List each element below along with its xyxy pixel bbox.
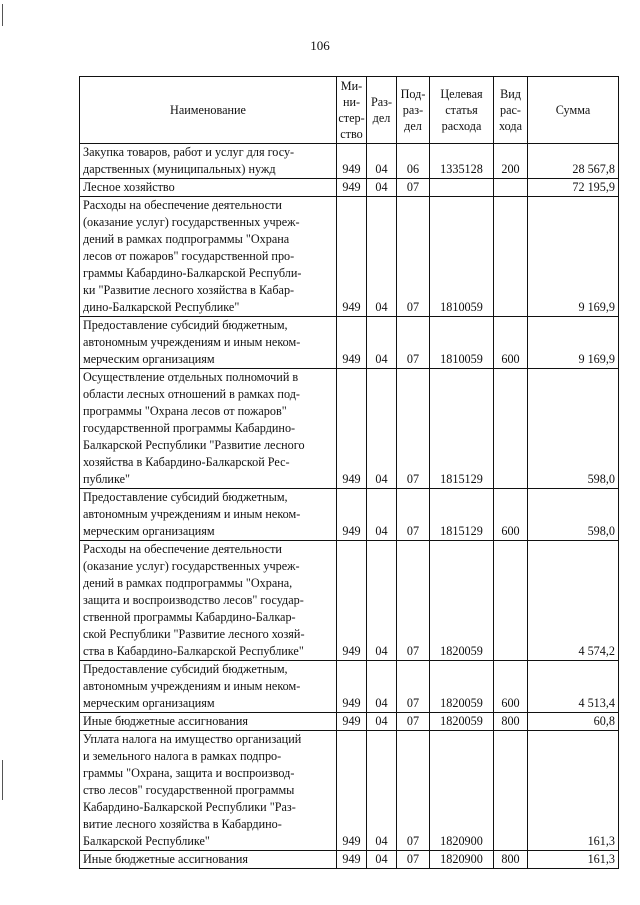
- cell-name: Иные бюджетные ассигнования: [80, 851, 337, 869]
- cell-expense-type: 600: [494, 661, 528, 713]
- cell-expense-type: 800: [494, 713, 528, 731]
- cell-target-article: 1335128: [430, 144, 494, 179]
- cell-ministry: 949: [337, 317, 367, 369]
- cell-name: Предоставление субсидий бюджетным, автономным учреждениям и иным неком- мерческим организациям: [80, 489, 337, 541]
- cell-subsection: 07: [397, 731, 430, 851]
- cell-sum: 161,3: [528, 851, 619, 869]
- left-edge-mark-top: [2, 4, 3, 26]
- cell-sum: 28 567,8: [528, 144, 619, 179]
- cell-expense-type: 600: [494, 489, 528, 541]
- cell-expense-type: [494, 541, 528, 661]
- cell-section: 04: [367, 489, 397, 541]
- cell-subsection: 07: [397, 851, 430, 869]
- cell-ministry: 949: [337, 144, 367, 179]
- cell-ministry: 949: [337, 731, 367, 851]
- cell-target-article: 1810059: [430, 317, 494, 369]
- cell-sum: 598,0: [528, 489, 619, 541]
- cell-ministry: 949: [337, 661, 367, 713]
- cell-section: 04: [367, 317, 397, 369]
- cell-name: Лесное хозяйство: [80, 179, 337, 197]
- cell-name: Расходы на обеспечение деятельности (оказание услуг) государственных учреж- дений в рамках подпрограммы "Охрана лесов от пожаров" государственной про- граммы Кабардино-Балкарской Республи- ки "Развитие лесного хозяйства в Кабар- дино-Балкарской Республике": [80, 197, 337, 317]
- table-row: [80, 851, 619, 869]
- cell-sum: 4 513,4: [528, 661, 619, 713]
- cell-subsection: 07: [397, 317, 430, 369]
- table-row: [80, 713, 619, 731]
- cell-expense-type: 200: [494, 144, 528, 179]
- cell-ministry: 949: [337, 369, 367, 489]
- cell-name: Предоставление субсидий бюджетным, автономным учреждениям и иным неком- мерческим организациям: [80, 661, 337, 713]
- header-target-article: Целевая статья расхода: [430, 77, 494, 144]
- cell-subsection: 07: [397, 179, 430, 197]
- cell-target-article: 1820059: [430, 541, 494, 661]
- cell-target-article: [430, 179, 494, 197]
- cell-expense-type: 800: [494, 851, 528, 869]
- cell-sum: 72 195,9: [528, 179, 619, 197]
- table-row: [80, 197, 619, 317]
- cell-subsection: 07: [397, 661, 430, 713]
- cell-sum: 60,8: [528, 713, 619, 731]
- cell-ministry: 949: [337, 713, 367, 731]
- cell-target-article: 1810059: [430, 197, 494, 317]
- table-row: [80, 731, 619, 851]
- cell-section: 04: [367, 713, 397, 731]
- cell-target-article: 1815129: [430, 369, 494, 489]
- cell-ministry: 949: [337, 851, 367, 869]
- cell-name: Расходы на обеспечение деятельности (оказание услуг) государственных учреж- дений в рамках подпрограммы "Охрана, защита и воспроизводство лесов" государ- ственной программы Кабардино-Балкар- ской Республики "Развитие лесного хозяй- ства в Кабардино-Балкарской Республике": [80, 541, 337, 661]
- cell-sum: 598,0: [528, 369, 619, 489]
- cell-subsection: 07: [397, 541, 430, 661]
- cell-ministry: 949: [337, 197, 367, 317]
- cell-name: Предоставление субсидий бюджетным, автономным учреждениям и иным неком- мерческим организациям: [80, 317, 337, 369]
- cell-section: 04: [367, 369, 397, 489]
- cell-section: 04: [367, 541, 397, 661]
- cell-name: Уплата налога на имущество организаций и земельного налога в рамках подпро- граммы "Охрана, защита и воспроизвод- ство лесов" государственной программы Кабардино-Балкарской Республики "Раз- витие лесного хозяйства в Кабардино- Балкарской Республике": [80, 731, 337, 851]
- cell-expense-type: [494, 179, 528, 197]
- cell-expense-type: [494, 369, 528, 489]
- cell-expense-type: [494, 197, 528, 317]
- cell-section: 04: [367, 197, 397, 317]
- cell-ministry: 949: [337, 179, 367, 197]
- cell-subsection: 07: [397, 713, 430, 731]
- header-subsection: Под- раз- дел: [397, 77, 430, 144]
- cell-name: Осуществление отдельных полномочий в области лесных отношений в рамках под- программы "Охрана лесов от пожаров" государственной программы Кабардино- Балкарской Республики "Развитие лесного хозяйства в Кабардино-Балкарской Рес- публике": [80, 369, 337, 489]
- table-row: [80, 369, 619, 489]
- table-row: [80, 541, 619, 661]
- cell-ministry: 949: [337, 541, 367, 661]
- table-row: [80, 317, 619, 369]
- header-ministry: Ми- ни- стер- ство: [337, 77, 367, 144]
- cell-sum: 4 574,2: [528, 541, 619, 661]
- cell-subsection: 07: [397, 369, 430, 489]
- table-row: [80, 489, 619, 541]
- cell-subsection: 07: [397, 489, 430, 541]
- cell-section: 04: [367, 661, 397, 713]
- cell-name: Закупка товаров, работ и услуг для госу- дарственных (муниципальных) нужд: [80, 144, 337, 179]
- cell-section: 04: [367, 179, 397, 197]
- cell-ministry: 949: [337, 489, 367, 541]
- cell-section: 04: [367, 851, 397, 869]
- cell-expense-type: [494, 731, 528, 851]
- cell-name: Иные бюджетные ассигнования: [80, 713, 337, 731]
- table-header-row: [80, 77, 619, 144]
- cell-target-article: 1820900: [430, 731, 494, 851]
- cell-target-article: 1820059: [430, 661, 494, 713]
- table-row: [80, 179, 619, 197]
- cell-target-article: 1820059: [430, 713, 494, 731]
- header-section: Раз- дел: [367, 77, 397, 144]
- cell-sum: 161,3: [528, 731, 619, 851]
- table-body: [80, 144, 619, 869]
- cell-target-article: 1815129: [430, 489, 494, 541]
- cell-subsection: 07: [397, 197, 430, 317]
- header-sum: Сумма: [528, 77, 619, 144]
- cell-section: 04: [367, 144, 397, 179]
- page-number: 106: [310, 38, 330, 53]
- left-edge-mark-bottom: [2, 760, 3, 800]
- cell-expense-type: 600: [494, 317, 528, 369]
- header-expense-type: Вид рас- хода: [494, 77, 528, 144]
- header-name: Наименование: [80, 77, 337, 144]
- cell-sum: 9 169,9: [528, 197, 619, 317]
- budget-table: [79, 76, 619, 869]
- cell-target-article: 1820900: [430, 851, 494, 869]
- table-row: [80, 144, 619, 179]
- cell-section: 04: [367, 731, 397, 851]
- table-row: [80, 661, 619, 713]
- cell-sum: 9 169,9: [528, 317, 619, 369]
- cell-subsection: 06: [397, 144, 430, 179]
